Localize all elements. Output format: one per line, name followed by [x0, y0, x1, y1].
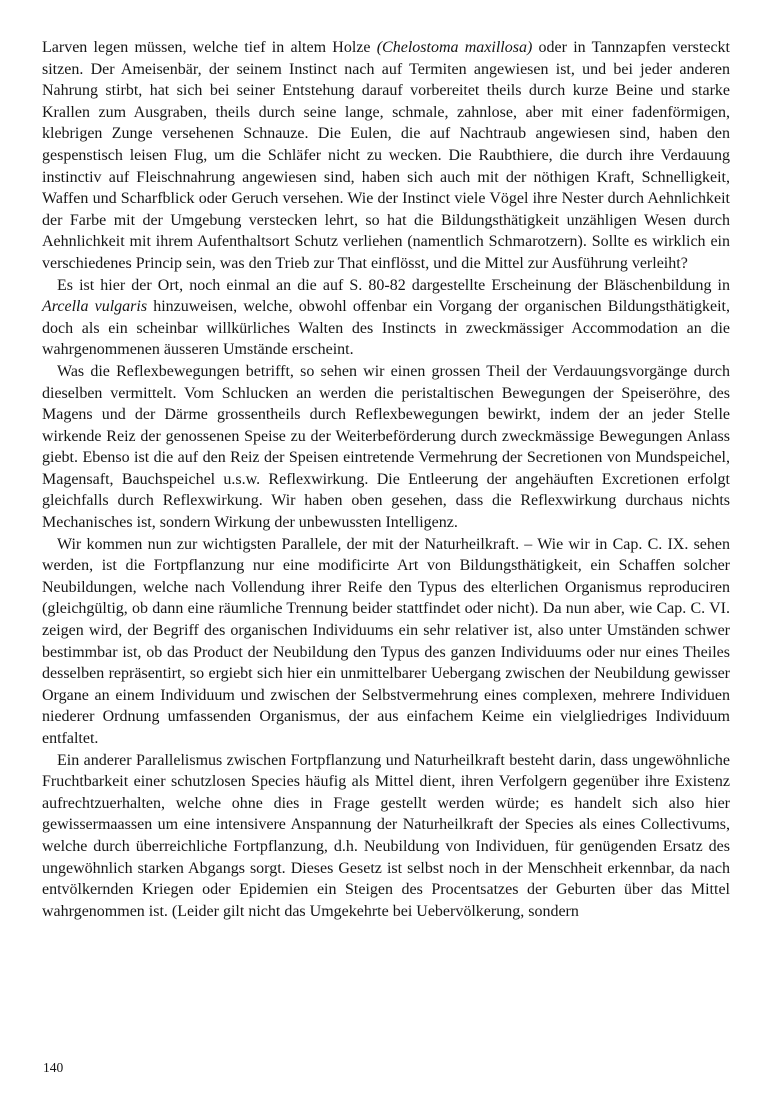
paragraph-5 [42, 750, 730, 923]
paragraph-1 [42, 37, 730, 275]
paragraph-2 [42, 275, 730, 361]
italic-species-name: Arcella vulgaris [42, 298, 148, 316]
text-run: Ein anderer Parallelismus zwischen Fortpflanzung und Naturheilkraft besteht darin, dass ungewöhnliche Fruchtbarkeit einer schutzlosen Species häufig als Mittel dient, ihren Verfolgern gegenüber ihre Existenz aufrechtzuerhalten, welche ohne dies in Frage gestellt werden würde; es handelt sich also hier gewissermaassen um eine intensivere Anspannung der Naturheilkraft der Species als eines Collectivums, welche durch überreichliche Fortpflanzung, d.h. Neubildung von Individuen, für genügenden Ersatz des ungewöhnlich starken Abgangs sorgt. Dieses Gesetz ist selbst noch in der Menschheit erkennbar, da nach entvölkernden Kriegen oder Epidemien ein Steigen des Procentsatzes der Geburten über das Mittel wahrgenommen ist. (Leider gilt nicht das Umgekehrte bei Uebervölkerung, sondern [42, 751, 730, 920]
body-text [42, 37, 730, 922]
page-number: 140 [43, 1060, 64, 1075]
italic-species-name: (Chelostoma maxillosa) [376, 39, 533, 56]
text-run: Es ist hier der Ort, noch einmal an die auf S. 80-82 dargestellte Erscheinung der Bläschenbildung in [57, 276, 730, 294]
text-run: Wir kommen nun zur wichtigsten Parallele, der mit der Naturheilkraft. – Wie wir in Cap. C. IX. sehen werden, ist die Fortpflanzung nur eine modificirte Art von Bildungsthätigkeit, ein Schaffen solcher Neubildungen, welche nach Vollendung ihrer Reife den Typus des elterlichen Organismus reproduciren (gleichgültig, ob dann eine räumliche Trennung beider stattfindet oder nicht). Da nun aber, wie Cap. C. VI. zeigen wird, der Begriff des organischen Individuums ein sehr relativer ist, also unter Umständen schwer bestimmbar ist, ob das Product der Neubildung den Typus des ganzen Individuums oder nur eines Theiles desselben repräsentirt, so ergiebt sich hier ein unmittelbarer Uebergang zwischen der Neubildung gewisser Organe an einem Individuum und zwischen der Selbstvermehrung eines complexen, mehrere Individuen niederer Ordnung umfassenden Organismus, der aus einfachem Keime ein vielgliedriges Individuum entfaltet. [42, 535, 730, 747]
paragraph-4 [42, 534, 730, 750]
text-run: oder in Tannzapfen versteckt sitzen. Der Ameisenbär, der seinem Instinct nach auf Termiten angewiesen ist, und bei jeder anderen Nahrung stirbt, hat sich bei seiner Entstehung darauf vorbereitet theils durch kurze Beine und starke Krallen zum Ausgraben, theils durch seine lange, schmale, zahnlose, aber mit einer fadenförmigen, klebrigen Zunge versehenen Schnauze. Die Eulen, die auf Nachtraub angewiesen sind, haben den gespenstisch leisen Flug, um die Schläfer nicht zu wecken. Die Raubthiere, die durch ihre Verdauung instinctiv auf Fleischnahrung angewiesen sind, haben sich auch mit der nöthigen Kraft, Schnelligkeit, Waffen und Scharfblick oder Geruch versehen. Wie der Instinct viele Vögel ihre Nester durch Aehnlichkeit der Farbe mit der Umgebung verstecken lehrt, so hat die Bildungsthätigkeit unzähligen Wesen durch Aehnlichkeit mit ihrem Aufenthaltsort Schutz verliehen (namentlich Schmarotzern). Sollte es wirklich ein verschiedenes Princip sein, was den Trieb zur That einflösst, und die Mittel zur Ausführung verleiht? [42, 39, 730, 272]
text-run: Larven legen müssen, welche tief in altem Holze [42, 39, 377, 56]
paragraph-3 [42, 361, 730, 534]
text-run: Was die Reflexbewegungen betrifft, so sehen wir einen grossen Theil der Verdauungsvorgänge durch dieselben vermittelt. Vom Schlucken an werden die peristaltischen Bewegungen der Speiseröhre, des Magens und der Därme grossentheils durch Reflexbewegungen bewirkt, indem der an jeder Stelle wirkende Reiz der genossenen Speise zu der Weiterbeförderung durch zweckmässige Bewegungen Anlass giebt. Ebenso ist die auf den Reiz der Speisen eintretende Vermehrung der Secretionen von Mundspeichel, Magensaft, Bauchspeichel u.s.w. Reflexwirkung. Die Entleerung der angehäuften Excretionen erfolgt gleichfalls durch Reflexwirkung. Wir haben oben gesehen, dass die Reflexwirkung durchaus nichts Mechanisches ist, sondern Wirkung der unbewussten Intelligenz. [42, 362, 730, 532]
text-run: hinzuweisen, welche, obwohl offenbar ein Vorgang der organischen Bildungsthätigkeit, doch als ein scheinbar willkürliches Walten des Instincts in zweckmässiger Accommodation an die wahrgenommenen äusseren Umstände erscheint. [42, 298, 730, 359]
